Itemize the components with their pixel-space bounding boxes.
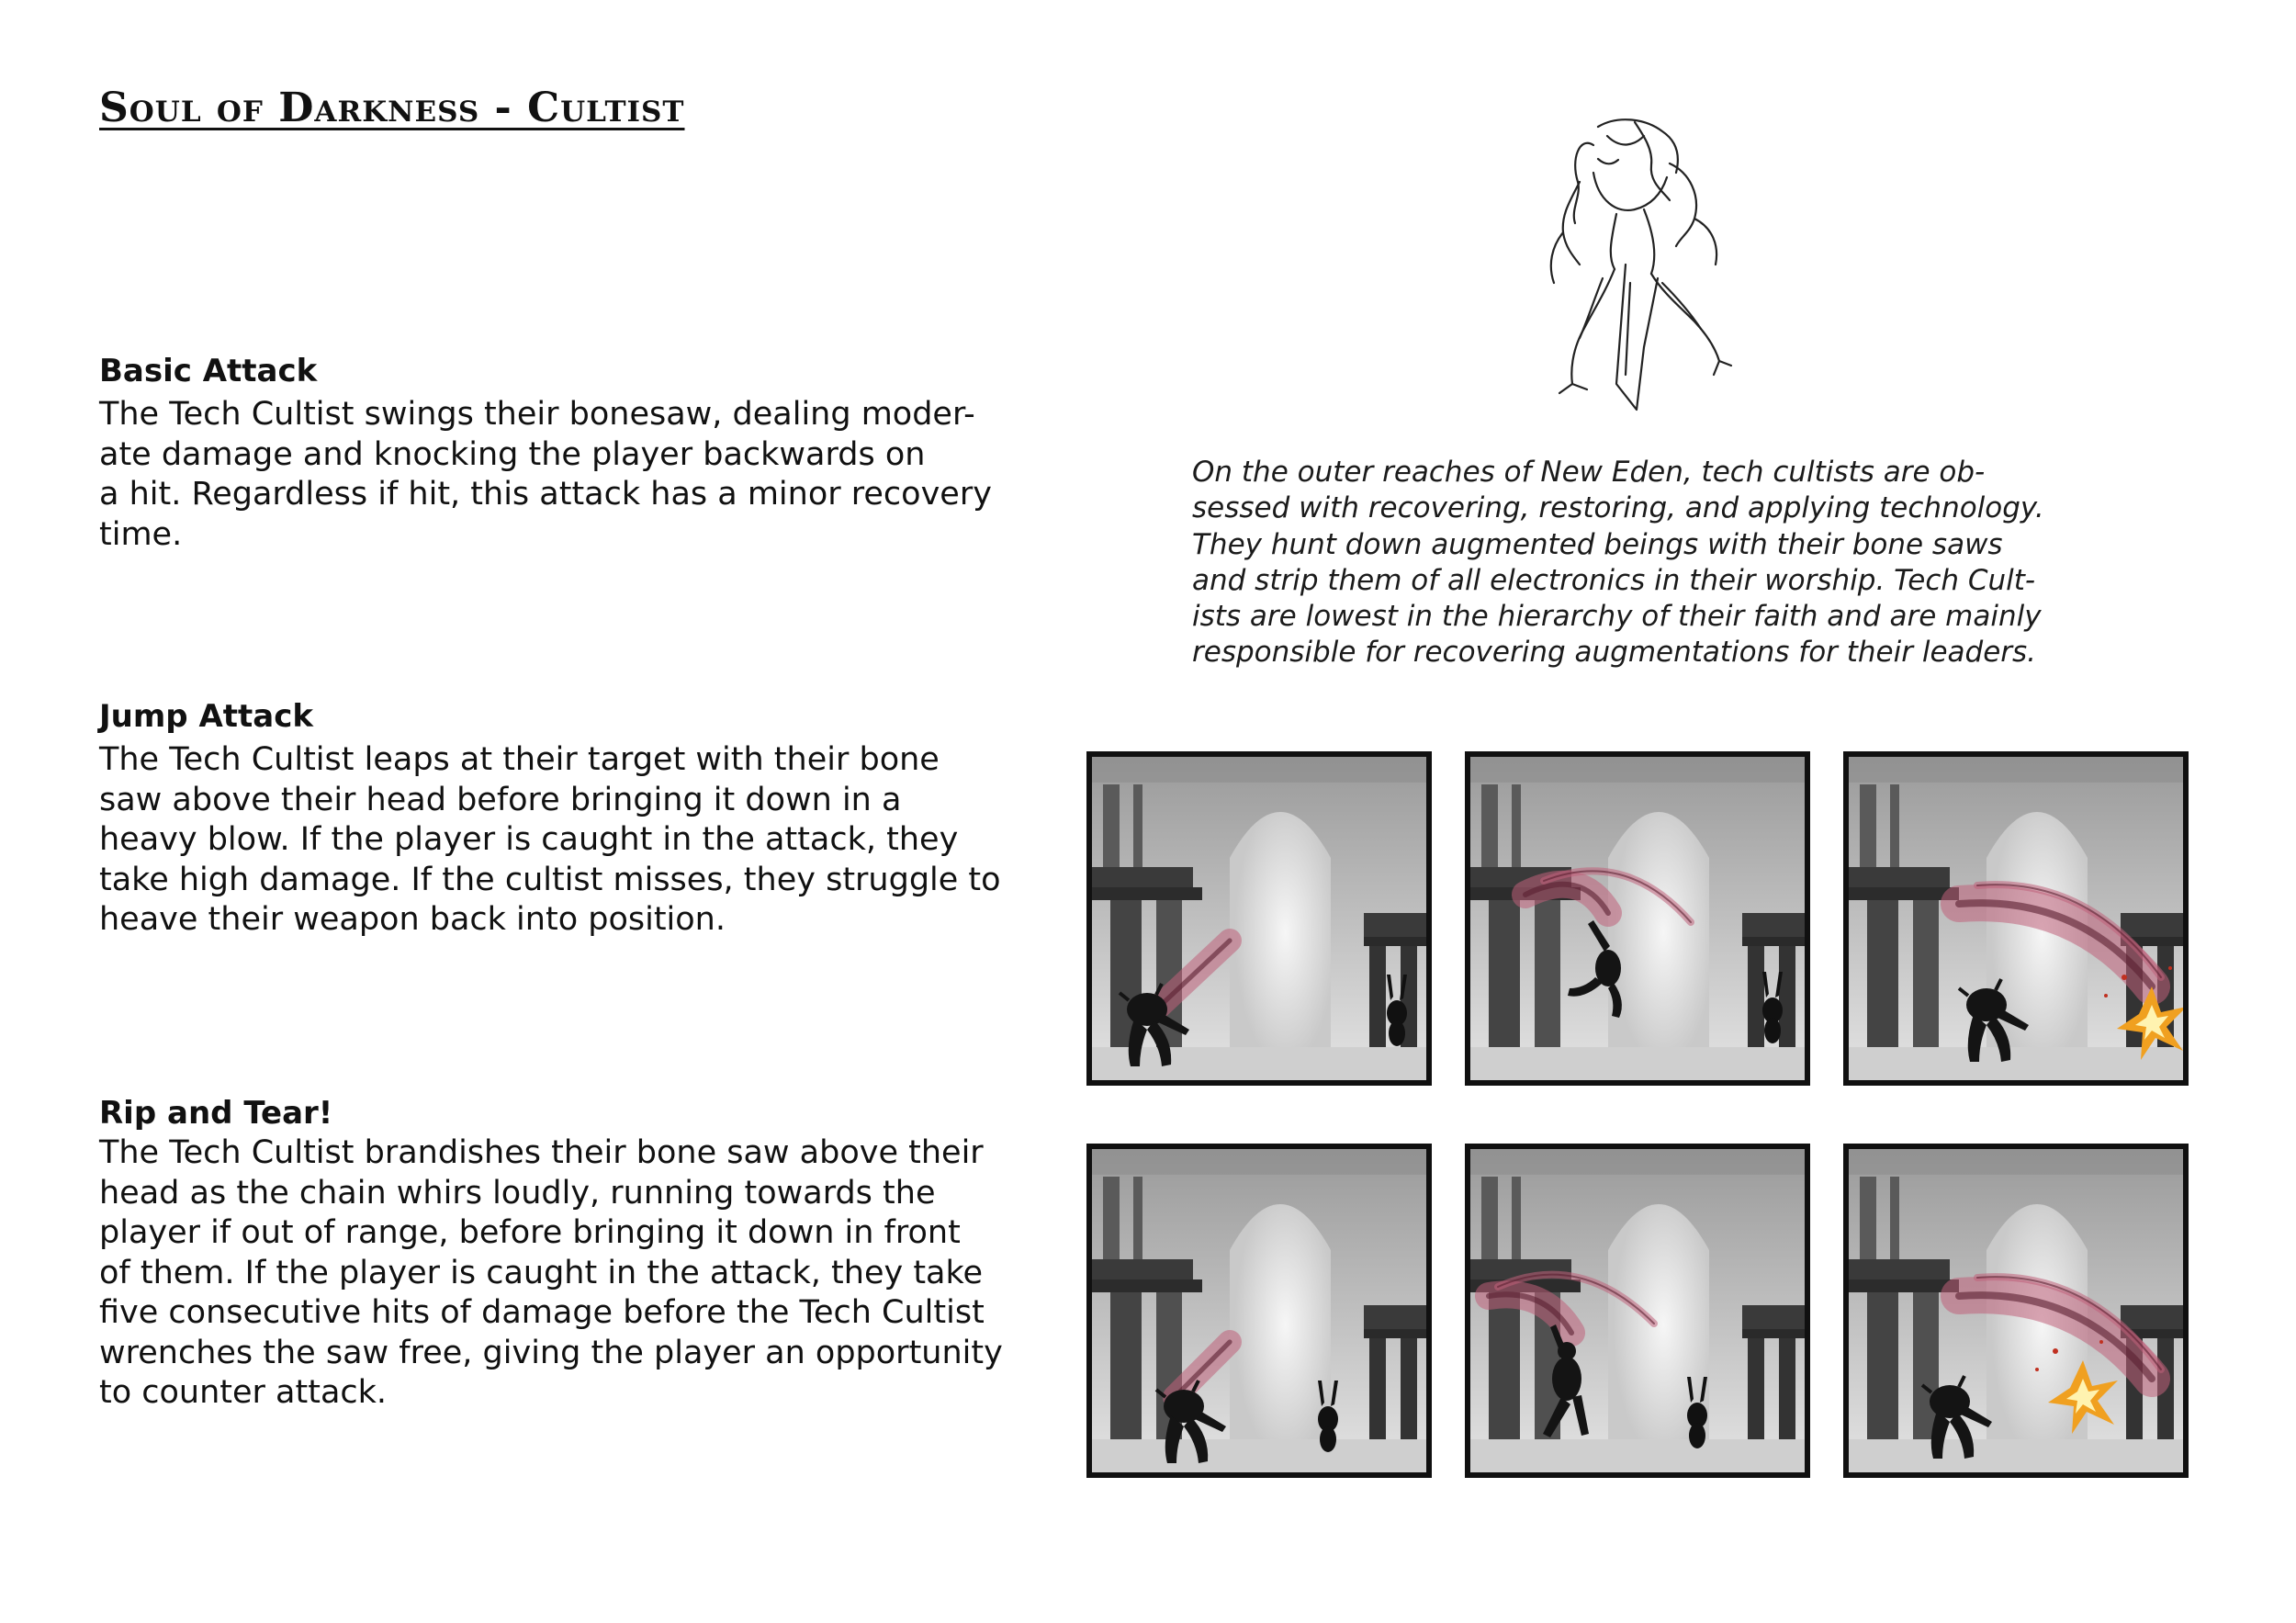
storyboard-illustration	[1849, 757, 2183, 1080]
section-basic-attack	[99, 351, 1018, 555]
lore-line: and strip them of all electronics in their worship. Tech Cult-	[1192, 563, 2036, 597]
body-line: saw above their head before bringing it down in a	[99, 781, 902, 818]
body-line: a hit. Regardless if hit, this attack has a minor recovery	[99, 476, 992, 513]
page-title: Soul of Darkness - Cultist	[99, 85, 685, 131]
section-jump-attack	[99, 696, 1018, 941]
body-line: five consecutive hits of damage before the Tech Cultist	[99, 1294, 985, 1331]
body-line: player if out of range, before bringing it down in front	[99, 1214, 961, 1251]
section-body	[99, 395, 1018, 555]
storyboard-panel-windup	[1086, 751, 1432, 1086]
section-rip-and-tear	[99, 1093, 1018, 1414]
body-line: heavy blow. If the player is caught in the attack, they	[99, 821, 959, 858]
body-line: of them. If the player is caught in the attack, they take	[99, 1254, 984, 1291]
section-heading: Basic Attack	[99, 353, 318, 389]
body-line: The Tech Cultist brandishes their bone saw above their	[99, 1134, 984, 1171]
body-line: to counter attack.	[99, 1374, 388, 1411]
body-line: The Tech Cultist swings their bonesaw, dealing moder-	[99, 396, 975, 433]
lore-line: On the outer reaches of New Eden, tech cultists are ob-	[1192, 456, 1986, 489]
lore-paragraph	[1192, 455, 2110, 671]
body-line: time.	[99, 515, 183, 553]
storyboard-panel-swing	[1465, 1144, 1810, 1478]
body-line: The Tech Cultist leaps at their target with their bone	[99, 741, 940, 778]
storyboard-panel-windup	[1086, 1144, 1432, 1478]
body-line: head as the chain whirs loudly, running towards the	[99, 1174, 936, 1212]
storyboard-panel-swing	[1465, 751, 1810, 1086]
storyboard-illustration	[1092, 1149, 1426, 1472]
storyboard-panel-impact	[1843, 751, 2189, 1086]
storyboard-illustration	[1849, 1149, 2183, 1472]
lore-line: ists are lowest in the hierarchy of their faith and are mainly	[1192, 600, 2042, 634]
storyboard-illustration	[1092, 757, 1426, 1080]
section-heading: Jump Attack	[99, 698, 313, 735]
body-line: ate damage and knocking the player backwards on	[99, 435, 926, 473]
storyboard-panel-impact	[1843, 1144, 2189, 1478]
section-heading: Rip and Tear!	[99, 1095, 333, 1132]
lore-line: They hunt down augmented beings with their bone saws	[1192, 527, 2003, 561]
body-line: wrenches the saw free, giving the player an opportunity	[99, 1334, 1003, 1371]
lore-line: sessed with recovering, restoring, and applying technology.	[1192, 491, 2044, 525]
body-line: take high damage. If the cultist misses, they struggle to	[99, 861, 1001, 898]
section-body	[99, 1133, 1018, 1414]
section-body	[99, 740, 1018, 941]
body-line: heave their weapon back into position.	[99, 901, 726, 938]
cultist-sketch-image	[1506, 108, 1763, 416]
storyboard-illustration	[1470, 757, 1805, 1080]
storyboard-illustration	[1470, 1149, 1805, 1472]
lore-line: responsible for recovering augmentations for their leaders.	[1192, 636, 2037, 670]
